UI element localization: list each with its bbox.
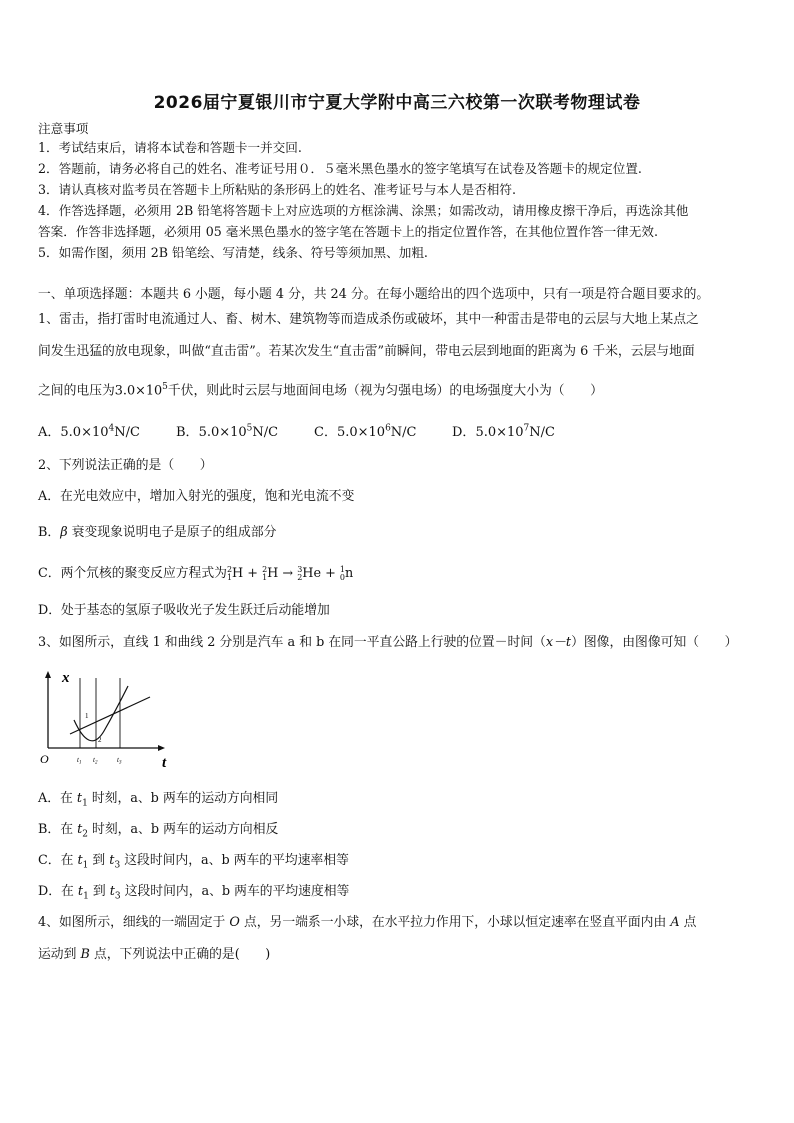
q2-option-a: A．在光电效应中，增加入射光的强度，饱和光电流不变 xyxy=(38,489,355,504)
q3-option-d: D．在 $t_1$ 到 $t_3$ 这段时间内，a、b 两车的平均速度相等 xyxy=(38,884,350,902)
q3-option-a: A．在 $t_1$ 时刻，a、b 两车的运动方向相同 xyxy=(38,791,279,809)
xt-graph xyxy=(40,668,170,768)
t-axis-arrow xyxy=(158,745,165,751)
origin-label: O xyxy=(40,752,49,766)
q1-option-c: C．$5.0\times 10^6N/C$ xyxy=(314,423,417,440)
q2-option-c: C．两个氘核的聚变反应方程式为 2 1 H + 2 1 H → 3 2 He + 1 0 n xyxy=(38,564,354,582)
xt-label: x－t xyxy=(545,635,572,650)
notice-item-3: 3．请认真核对监考员在答题卡上所粘贴的条形码上的姓名、准考证号与本人是否相符. xyxy=(38,182,516,197)
q1-voltage-value: 3.0×10 xyxy=(114,383,163,399)
x-axis-arrow xyxy=(45,671,51,678)
line-1-label: 1 xyxy=(85,712,89,720)
notice-item-2: 2．答题前，请务必将自己的姓名、准考证号用０．５毫米黑色墨水的签字笔填写在试卷及答题卡的规定位置. xyxy=(38,161,642,176)
point-o: O xyxy=(229,915,240,930)
q2-option-d: D．处于基态的氢原子吸收光子发生跃迁后动能增加 xyxy=(38,603,330,618)
q4-line-1: 4、如图所示，细线的一端固定于 O 点，另一端系一小球，在水平拉力作用下，小球以恒定速率在竖直平面内由 A 点 xyxy=(38,915,697,930)
q1-option-a: A．$5.0\times 10^4N/C$ xyxy=(38,423,140,440)
q1-option-b: B．$5.0\times 10^5N/C$ xyxy=(176,423,279,440)
q1-line-2: 间发生迅猛的放电现象，叫做“直击雷”。若某次发生“直击雷”前瞬间，带电云层到地面的距离为 6 千米，云层与地面 xyxy=(38,344,695,359)
q1-voltage-exp: 5 xyxy=(162,382,168,392)
q1-line-1: 1、雷击，指打雷时电流通过人、畜、树木、建筑物等而造成杀伤或破坏，其中一种雷击是带电的云层与大地上某点之 xyxy=(38,312,699,327)
exam-title: 2026届宁夏银川市宁夏大学附中高三六校第一次联考物理试卷 xyxy=(153,93,641,113)
q1-line3-post: 千伏，则此时云层与地面间电场（视为匀强电场）的电场强度大小为（ ） xyxy=(167,383,603,399)
q3-option-c: C．在 $t_1$ 到 $t_3$ 这段时间内，a、b 两车的平均速率相等 xyxy=(38,853,349,871)
q1-line3-pre: 之间的电压为 xyxy=(38,383,115,399)
q1-options xyxy=(38,421,760,440)
point-b: B xyxy=(80,947,90,962)
t-axis-label: t xyxy=(162,755,167,768)
q1-line-3 xyxy=(38,378,760,400)
x-axis-label: x xyxy=(62,670,70,686)
beta-symbol: β xyxy=(60,525,68,540)
q2-stem: 2、下列说法正确的是（ ） xyxy=(38,458,213,473)
notice-item-4-cont: 答案．作答非选择题，必须用 05 毫米黑色墨水的签字笔在答题卡上的指定位置作答，在其他位置作答一律无效. xyxy=(38,224,658,239)
q4-line-2: 运动到 B 点，下列说法中正确的是( ) xyxy=(38,947,271,962)
notice-item-4: 4．作答选择题，必须用 2B 铅笔将答题卡上对应选项的方框涂满、涂黑；如需改动，请用橡皮擦干净后，再选涂其他 xyxy=(38,203,689,218)
t3-label: $t_3$ xyxy=(117,756,122,766)
t1-label: $t_1$ xyxy=(77,756,82,766)
notice-item-1: 1．考试结束后，请将本试卷和答题卡一并交回. xyxy=(38,140,302,155)
q2-option-b: B．β 衰变现象说明电子是原子的组成部分 xyxy=(38,525,277,540)
section-heading: 一、单项选择题：本题共 6 小题，每小题 4 分，共 24 分。在每小题给出的四个选项中，只有一项是符合题目要求的。 xyxy=(38,287,710,302)
q3-option-b: B．在 $t_2$ 时刻，a、b 两车的运动方向相反 xyxy=(38,822,279,840)
point-a: A xyxy=(670,915,680,930)
q1-option-d: D．$5.0\times 10^7N/C$ xyxy=(452,423,555,440)
fusion-equation: 2 1 H + 2 1 H → 3 2 He + 1 0 n xyxy=(226,564,354,582)
curve-2-label: 2 xyxy=(98,736,102,744)
notice-item-5: 5．如需作图，须用 2B 铅笔绘、写清楚，线条、符号等须加黑、加粗. xyxy=(38,245,428,260)
t2-label: $t_2$ xyxy=(93,756,98,766)
line-1 xyxy=(70,697,150,734)
q3-stem: 3、如图所示，直线 1 和曲线 2 分别是汽车 a 和 b 在同一平直公路上行驶的位置－时间（x－t）图像，由图像可知（ ） xyxy=(38,635,738,650)
notice-heading: 注意事项 xyxy=(38,121,89,136)
